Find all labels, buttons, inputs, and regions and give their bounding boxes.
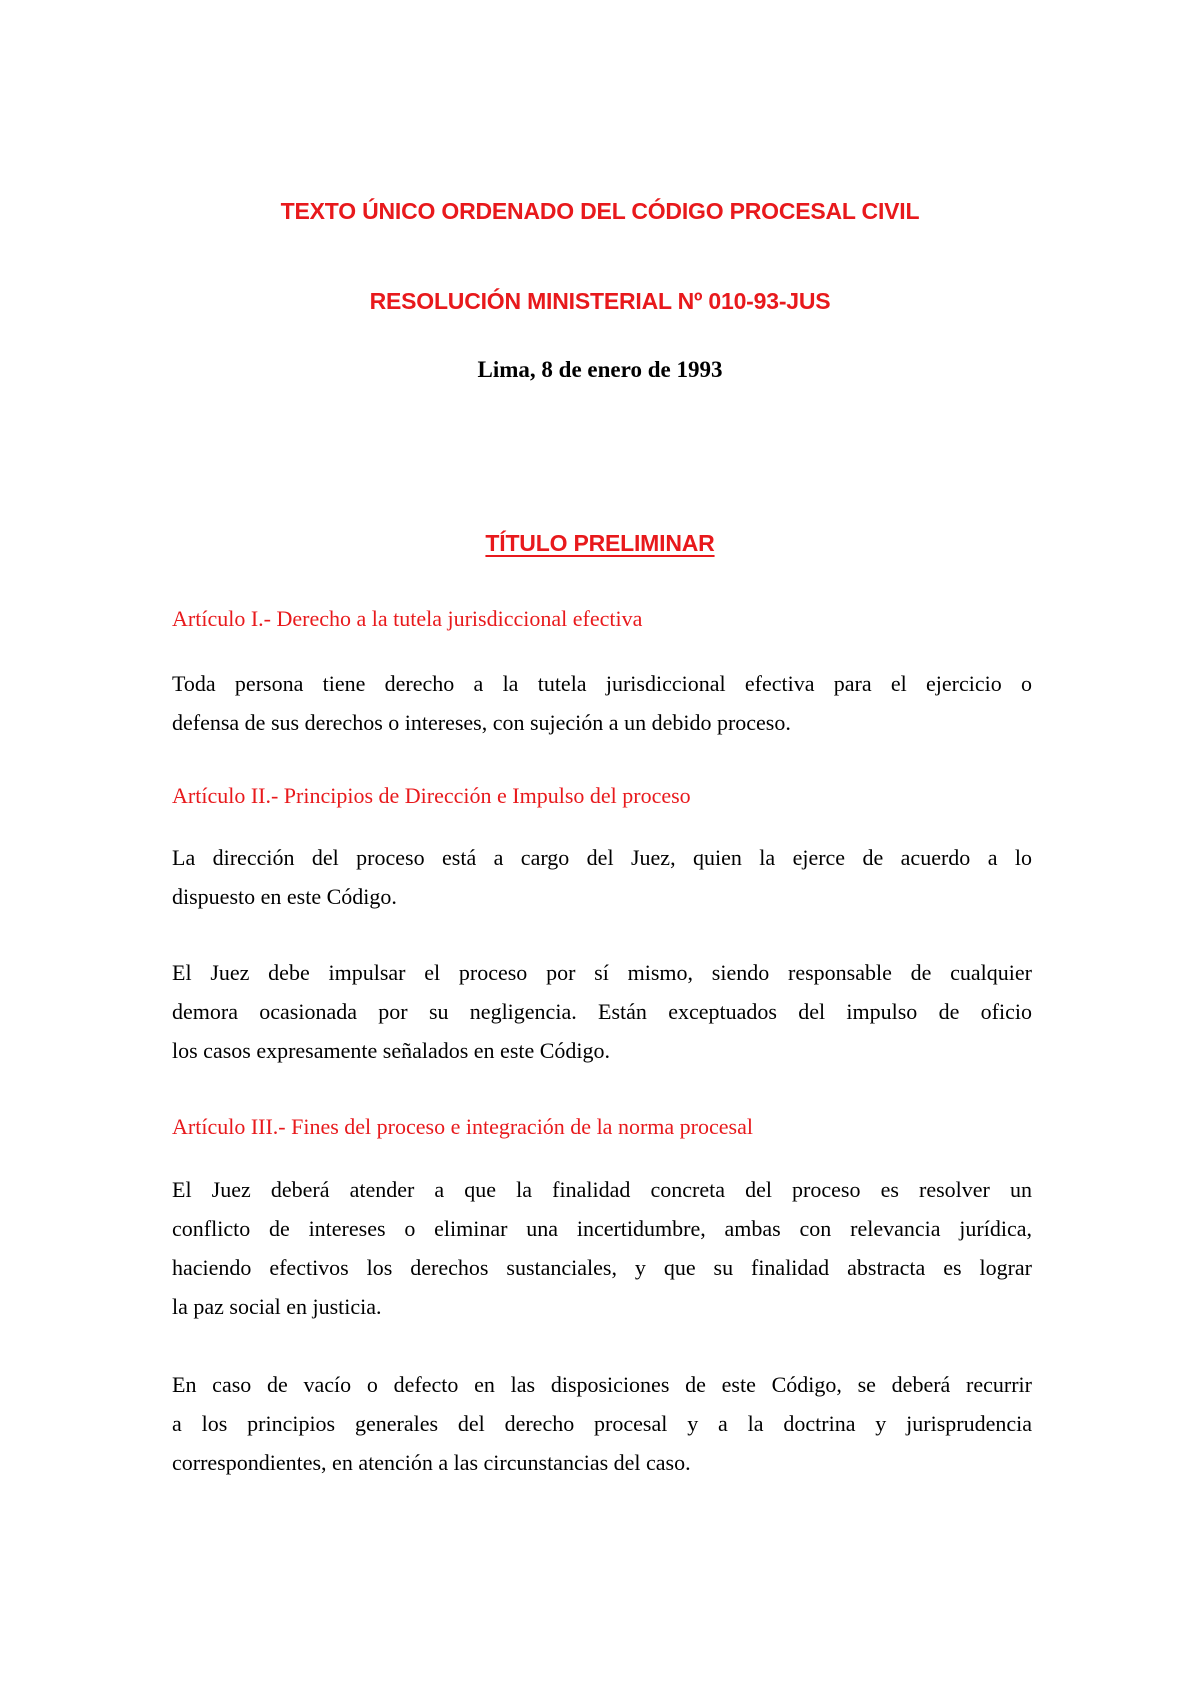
document-title: TEXTO ÚNICO ORDENADO DEL CÓDIGO PROCESAL CIVIL <box>280 198 920 224</box>
paragraph-line: Toda persona tiene derecho a la tutela jurisdiccional efectiva para el ejercicio o <box>172 671 1032 696</box>
article-2-paragraph-2 <box>172 953 1032 1070</box>
paragraph-line: En caso de vacío o defecto en las disposiciones de este Código, se deberá recurrir <box>172 1372 1032 1397</box>
article-1-heading: Artículo I.- Derecho a la tutela jurisdiccional efectiva <box>172 606 643 631</box>
paragraph-line: haciendo efectivos los derechos sustanciales, y que su finalidad abstracta es lograr <box>172 1255 1032 1280</box>
paragraph-line: demora ocasionada por su negligencia. Están exceptuados del impulso de oficio <box>172 999 1032 1024</box>
paragraph-line: la paz social en justicia. <box>172 1294 382 1319</box>
paragraph-line: El Juez debe impulsar el proceso por sí mismo, siendo responsable de cualquier <box>172 960 1032 985</box>
paragraph-line: dispuesto en este Código. <box>172 884 397 909</box>
article-3-heading: Artículo III.- Fines del proceso e integración de la norma procesal <box>172 1114 753 1139</box>
paragraph-line: correspondientes, en atención a las circunstancias del caso. <box>172 1450 691 1475</box>
paragraph-line: El Juez deberá atender a que la finalidad concreta del proceso es resolver un <box>172 1177 1032 1202</box>
section-title: TÍTULO PRELIMINAR <box>485 530 715 556</box>
paragraph-line: los casos expresamente señalados en este Código. <box>172 1038 611 1063</box>
resolution-number: RESOLUCIÓN MINISTERIAL Nº 010-93-JUS <box>369 288 831 314</box>
paragraph-line: a los principios generales del derecho procesal y a la doctrina y jurisprudencia <box>172 1411 1032 1436</box>
article-2-paragraph-1 <box>172 838 1032 916</box>
article-2-heading: Artículo II.- Principios de Dirección e Impulso del proceso <box>172 783 691 808</box>
article-3-paragraph-2 <box>172 1365 1032 1482</box>
article-3-paragraph-1 <box>172 1170 1032 1326</box>
document-date: Lima, 8 de enero de 1993 <box>477 357 723 382</box>
paragraph-line: defensa de sus derechos o intereses, con sujeción a un debido proceso. <box>172 710 791 735</box>
paragraph-line: La dirección del proceso está a cargo del Juez, quien la ejerce de acuerdo a lo <box>172 845 1032 870</box>
article-1-paragraph-1 <box>172 664 1032 742</box>
paragraph-line: conflicto de intereses o eliminar una incertidumbre, ambas con relevancia jurídica, <box>172 1216 1032 1241</box>
